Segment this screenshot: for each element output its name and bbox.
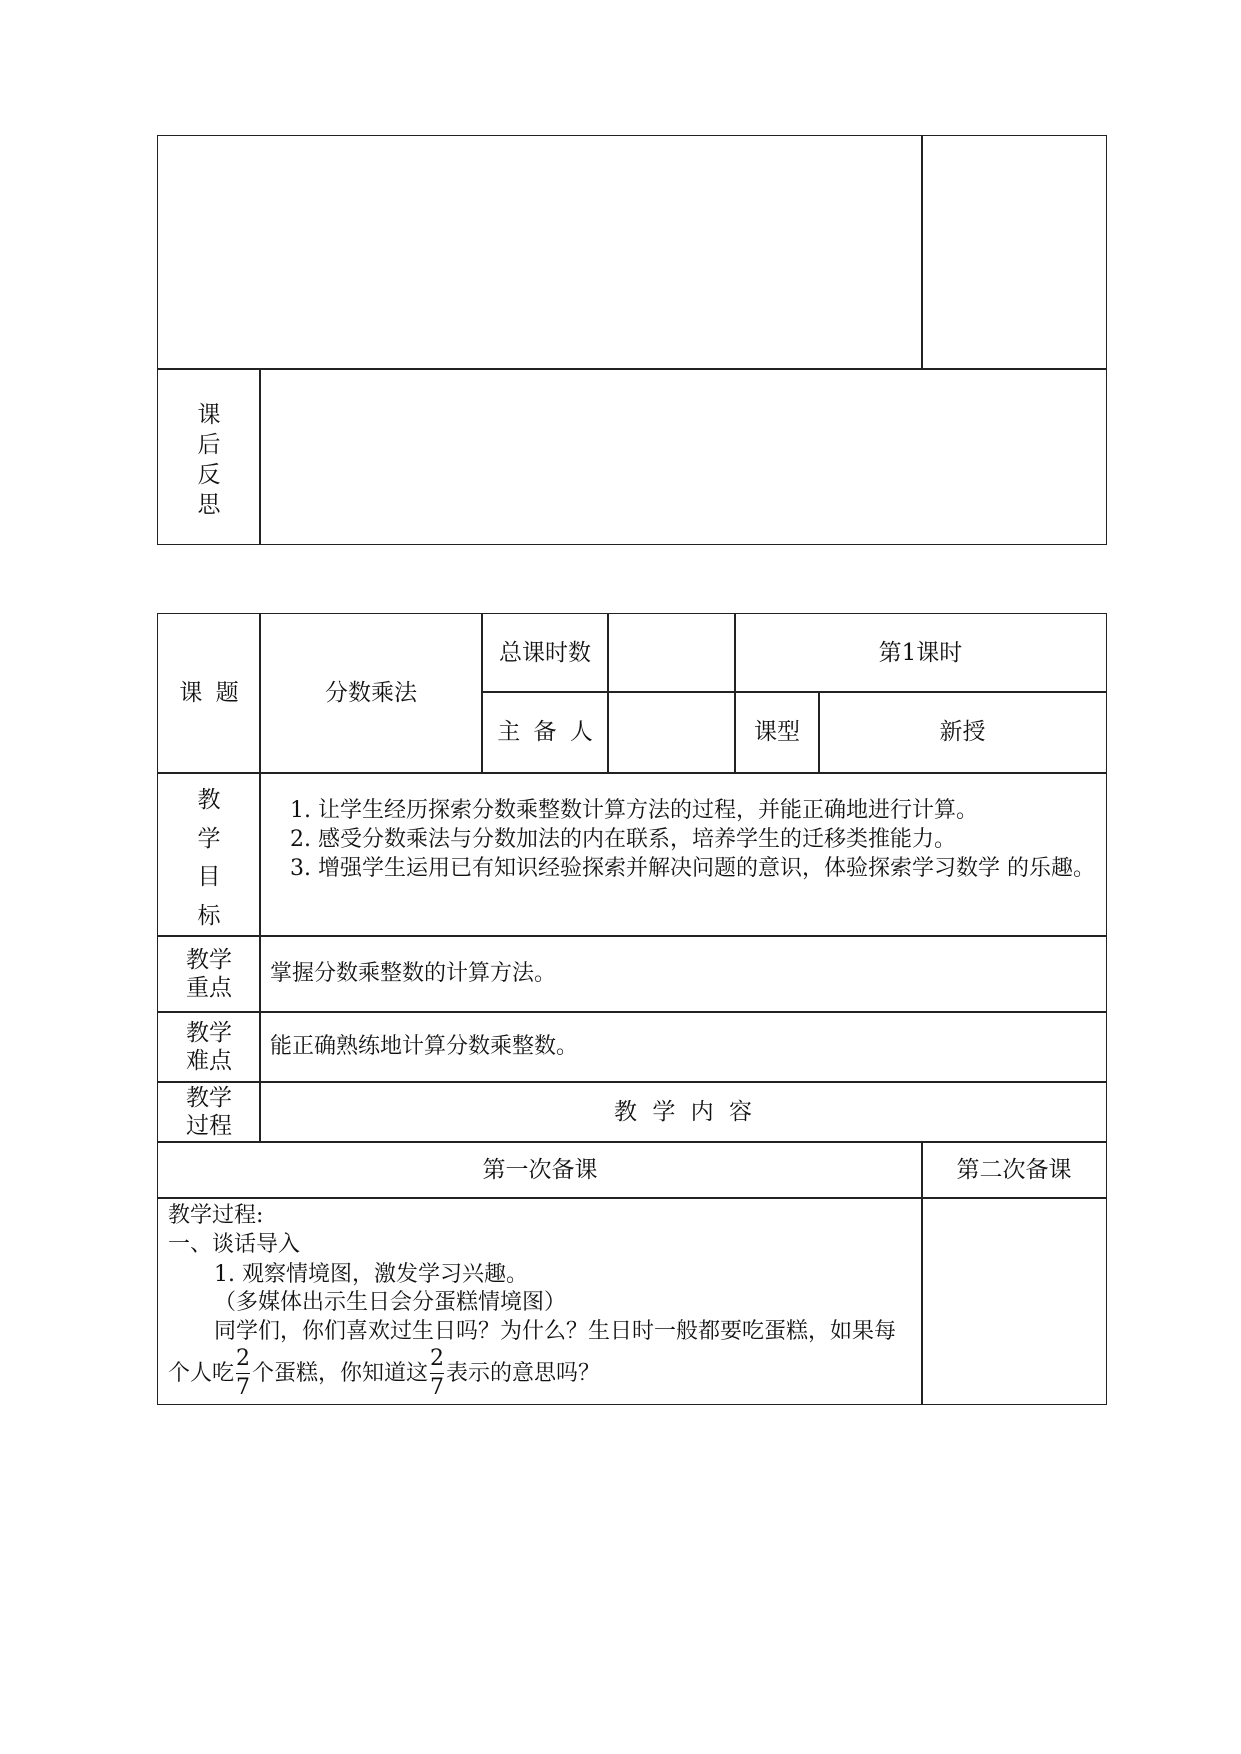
reflection-label xyxy=(157,400,261,520)
fraction-two-sevenths xyxy=(236,1348,250,1399)
reflection-label-char: 反 xyxy=(197,462,221,488)
process-line-fraction-question xyxy=(168,1348,600,1399)
process-line-question: 同学们，你们喜欢过生日吗？为什么？生日时一般都要吃蛋糕，如果每 xyxy=(214,1319,897,1344)
fraction-question-part-3: 表示的意思吗？ xyxy=(446,1360,601,1386)
fraction-denominator: 7 xyxy=(430,1375,445,1400)
second-prep-header: 第二次备课 xyxy=(956,1156,1072,1183)
reflection-label-char: 后 xyxy=(197,432,221,458)
difficulties-label xyxy=(157,1019,261,1075)
process-label-line: 过程 xyxy=(186,1113,232,1139)
reflection-label-char: 课 xyxy=(197,402,221,428)
difficulties-text: 能正确熟练地计算分数乘整数。 xyxy=(270,1034,579,1059)
key-points-text: 掌握分数乘整数的计算方法。 xyxy=(270,961,557,986)
top-table-blank-right-cell xyxy=(921,135,1107,370)
difficulties-label-line: 教学 xyxy=(186,1020,232,1046)
preparer-label: 主 备 人 xyxy=(497,719,593,745)
process-line-step: 1. 观察情境图，激发学习兴趣。 xyxy=(214,1262,528,1287)
fraction-two-sevenths xyxy=(430,1348,444,1399)
objectives-label-char: 教 xyxy=(197,787,221,813)
second-prep-content-cell xyxy=(921,1197,1107,1405)
key-points-label-line: 教学 xyxy=(186,947,232,973)
process-line-media: （多媒体出示生日会分蛋糕情境图） xyxy=(214,1290,567,1315)
objective-3: 3. 增强学生运用已有知识经验探索并解决问题的意识，体验探索学习数学 的乐趣。 xyxy=(290,856,1095,881)
content-header: 教 学 内 容 xyxy=(614,1098,752,1125)
process-line-section: 一、谈话导入 xyxy=(168,1232,301,1257)
reflection-label-char: 思 xyxy=(197,492,221,518)
objectives-label-char: 标 xyxy=(197,902,221,929)
fraction-denominator: 7 xyxy=(236,1375,251,1400)
fraction-numerator: 2 xyxy=(430,1346,445,1371)
total-hours-value xyxy=(607,613,736,693)
period-value: 第1课时 xyxy=(878,639,963,666)
key-points-label-line: 重点 xyxy=(186,975,232,1001)
type-label: 课型 xyxy=(754,719,800,745)
key-points-label xyxy=(157,946,261,1002)
objectives-label-char: 目 xyxy=(197,864,221,890)
total-hours-label: 总课时数 xyxy=(499,639,591,666)
fraction-question-part-1: 个人吃 xyxy=(168,1360,235,1386)
topic-label: 课 题 xyxy=(179,680,239,706)
fraction-numerator: 2 xyxy=(236,1346,251,1371)
fraction-bar xyxy=(236,1373,250,1374)
process-label xyxy=(157,1084,261,1140)
process-line-heading: 教学过程: xyxy=(168,1203,264,1228)
reflection-content-cell xyxy=(259,368,1107,545)
objectives-label-char: 学 xyxy=(197,825,221,852)
fraction-bar xyxy=(430,1373,444,1374)
objective-2: 2. 感受分数乘法与分数加法的内在联系，培养学生的迁移类推能力。 xyxy=(290,827,956,852)
fraction-question-part-2: 个蛋糕，你知道这 xyxy=(252,1360,429,1386)
top-table-blank-left-cell xyxy=(157,135,923,370)
objective-1: 1. 让学生经历探索分数乘整数计算方法的过程，并能正确地进行计算。 xyxy=(290,798,978,823)
difficulties-label-line: 难点 xyxy=(186,1048,232,1074)
topic-value: 分数乘法 xyxy=(325,680,417,706)
process-label-line: 教学 xyxy=(186,1085,232,1111)
preparer-value xyxy=(607,691,736,774)
objectives-content-cell xyxy=(259,772,1107,937)
first-prep-header: 第一次备课 xyxy=(482,1156,598,1183)
type-value: 新授 xyxy=(939,719,986,745)
objectives-label xyxy=(157,781,261,935)
